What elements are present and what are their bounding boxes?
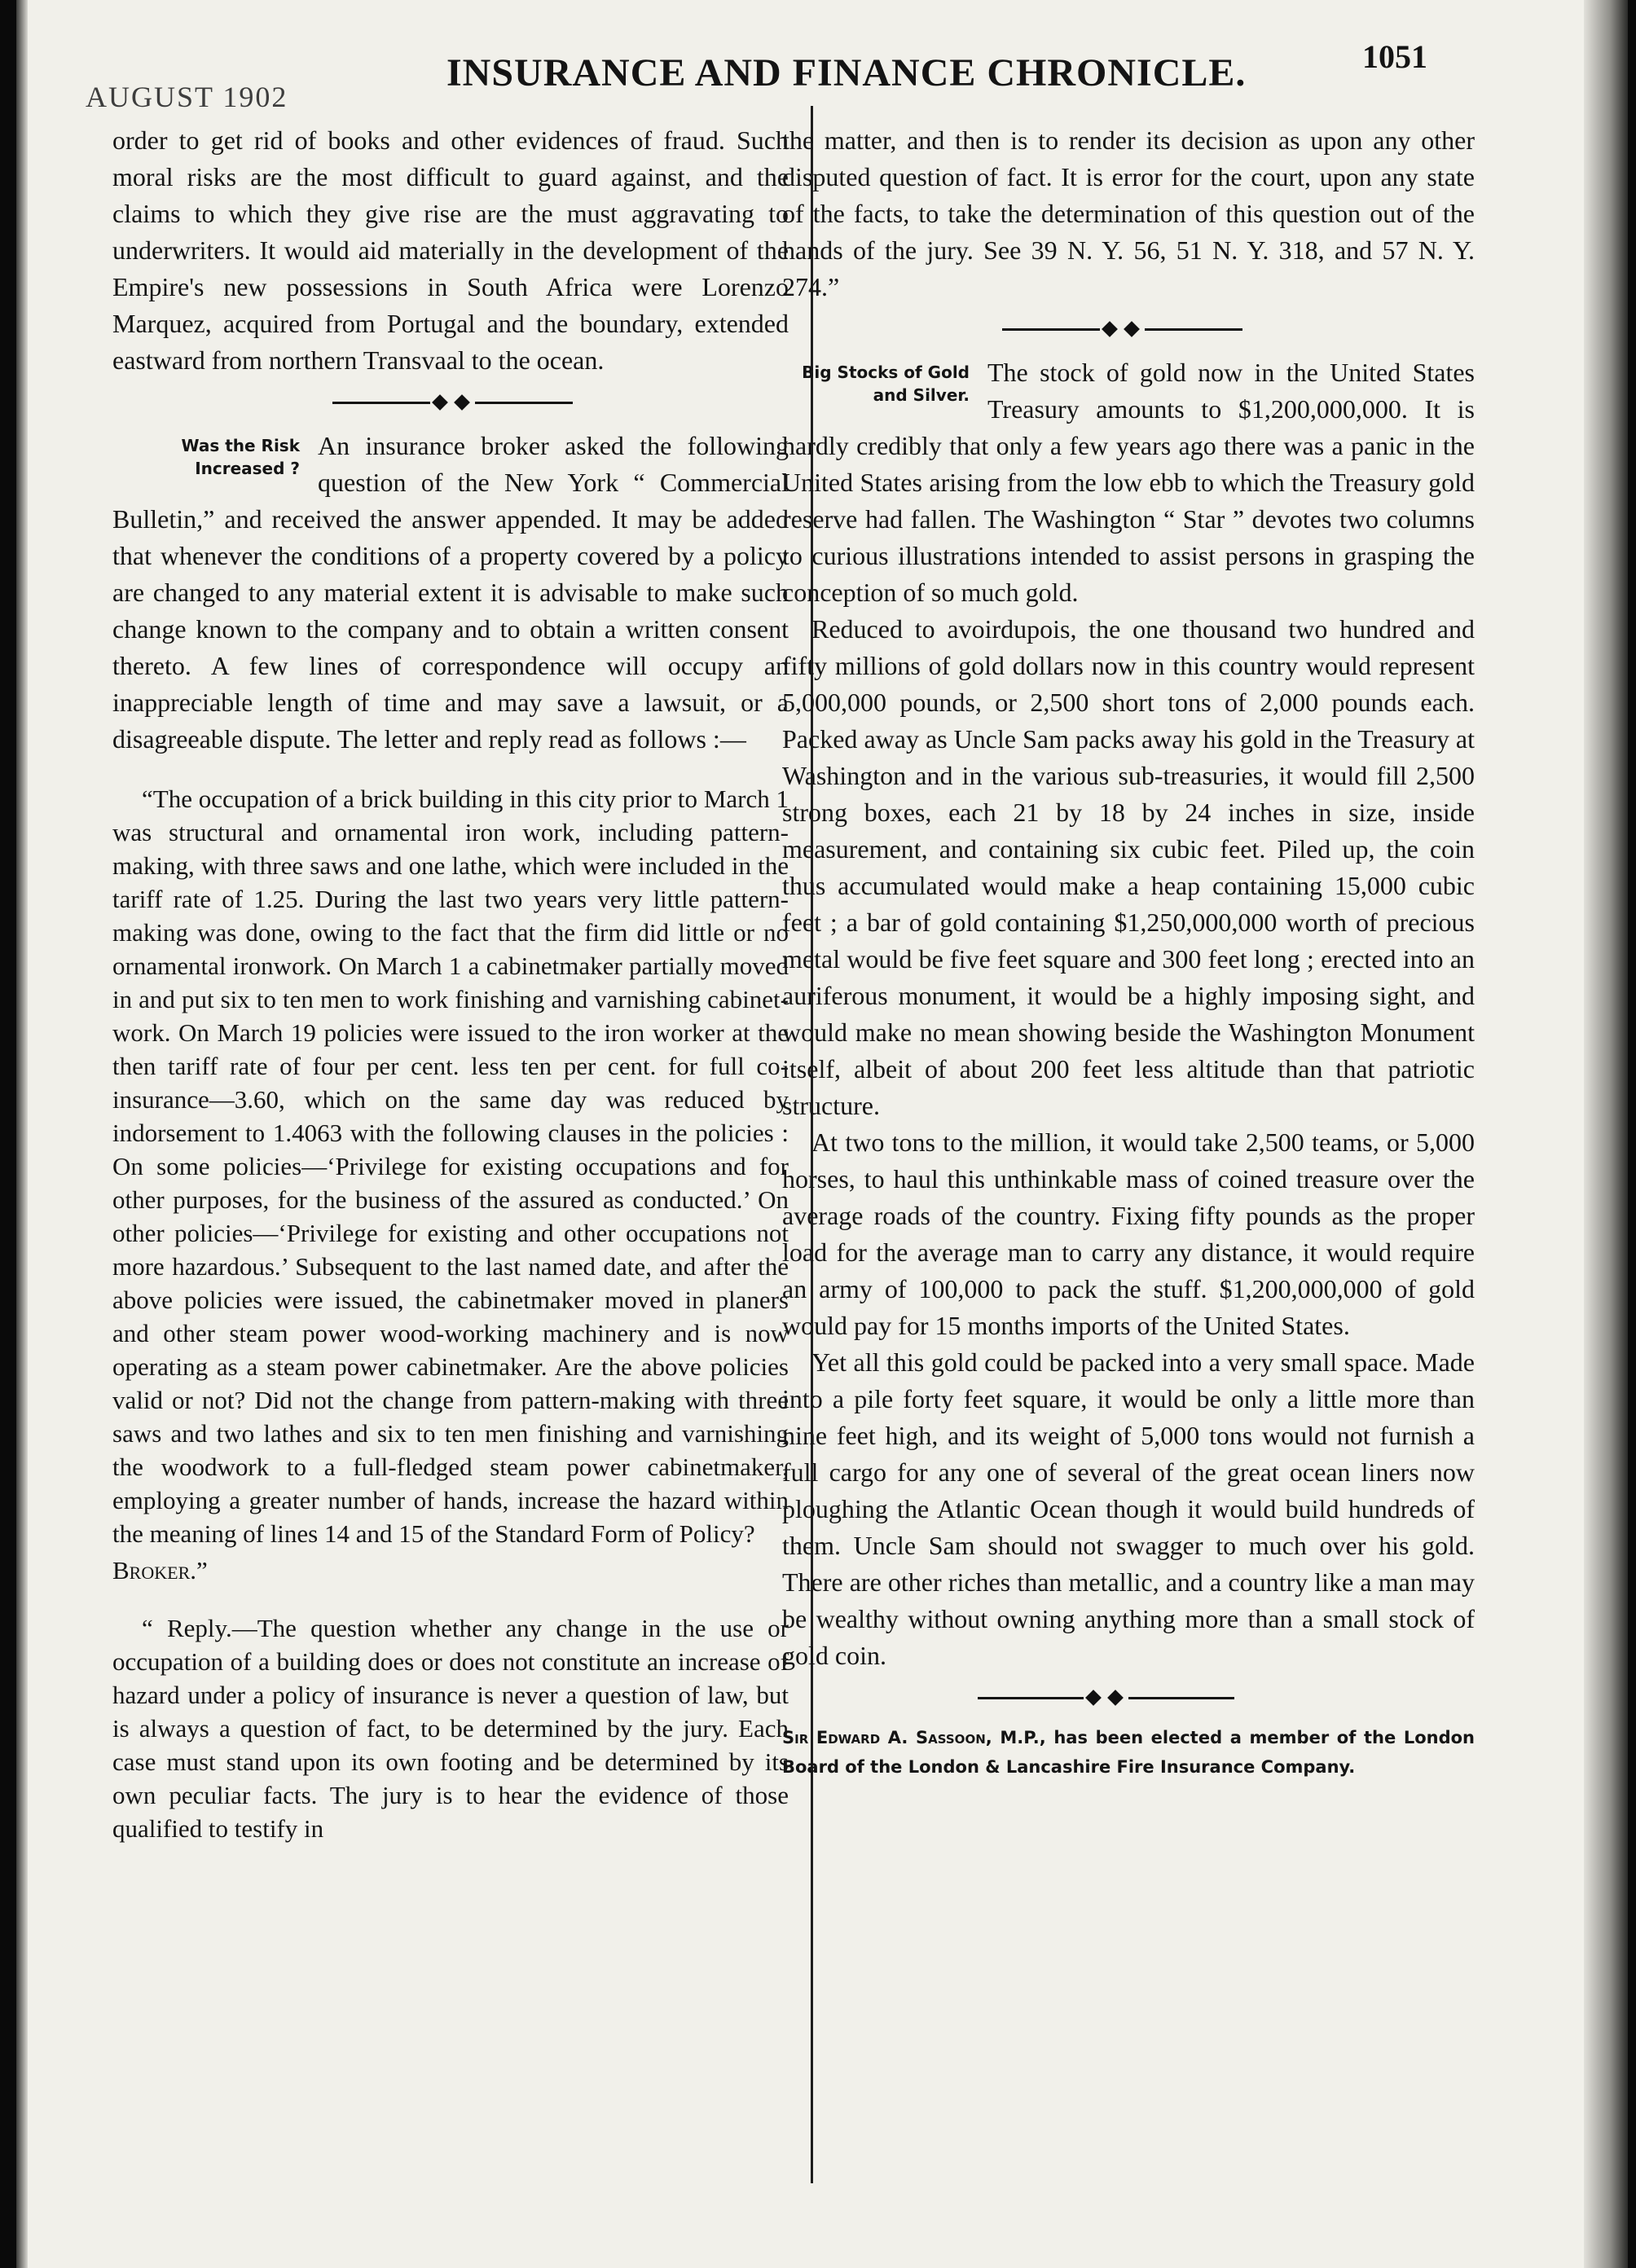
- gold-paragraph: The stock of gold now in the United States Treasury amounts to $1,200,000,000. It is hardly credibly that only a few years ago there was a panic in the United States arising from the low ebb to which the Treasury gold reserve had fallen. The Washington “ Star ” devotes two columns to curious illustrations intended to assist persons in grasping the conception of so much gold.: [782, 358, 1475, 607]
- article-paragraph: An insurance broker asked the following question of the New York “ Commercial Bulletin,” and received the answer appended. It may be added that whenever the conditions of a property covered by a policy are changed to any material extent it is advisable to make such change known to the company and to obtain a written consent thereto. A few lines of correspondence will occupy an inappreciable length of time and may save a lawsuit, or a disagreeable dispute. The letter and reply read as follows :—: [112, 431, 789, 754]
- news-note: [782, 1723, 1475, 1782]
- page-right-edge: [1584, 0, 1628, 2268]
- broker-letter: “The occupation of a brick building in this city prior to March 1 was structural and ornamental iron work, including pattern-making, with three saws and one lathe, which were included in the tariff rate of 1.25. During the last two years very little pattern-making was done, owing to the fact that the firm did little or no ornamental ironwork. On March 1 a cabinetmaker partially moved in and put six to ten men to work finishing and varnishing cabinet-work. On March 19 policies were issued to the iron worker at the then tariff rate of four per cent. less ten per cent. for full co-insurance—3.60, which on the same day was reduced by indorsement to 1.4063 with the following clauses in the policies : On some policies—‘Privilege for existing occupations and for other purposes, for the business of the assured as conducted.’ On other policies—‘Privilege for existing and other occupations not more hazardous.’ Subsequent to the last named date, and after the above policies were issued, the cabinetmaker moved in planers and other steam power wood-working machinery and is now operating as a steam power cabinetmaker. Are the above policies valid or not? Did not the change from pattern-making with three saws and two lathes and six to ten men finishing and varnishing the woodwork to a full-fledged steam power cabinetmaker, employing a greater number of hands, increase the hazard within the meaning of lines 14 and 15 of the Standard Form of Policy?: [112, 785, 789, 1548]
- newspaper-page: [16, 0, 1628, 2268]
- intro-paragraph: order to get rid of books and other evidences of fraud. Such moral risks are the most difficult to guard against, and the claims to which they give rise are the must aggravating to underwriters. It would aid materially in the development of the Empire's new possessions in South Africa were Lorenzo Marquez, acquired from Portugal and the boundary, extended eastward from northern Transvaal to the ocean.: [112, 125, 789, 375]
- gold-paragraph: Yet all this gold could be packed into a very small space. Made into a pile forty feet square, it would be only a little more than nine feet high, and its weight of 5,000 tons would not furnish a full cargo for any one of several of the great ocean liners now ploughing the Atlantic Ocean though it would build hundreds of them. Uncle Sam should not swagger to much over his gold. There are other riches than metallic, and a country like a man may be wealthy without owning anything more than a small stock of gold coin.: [782, 1347, 1475, 1670]
- publication-title: INSURANCE AND FINANCE CHRONICLE.: [446, 51, 1247, 94]
- right-column: [782, 122, 1475, 1782]
- side-heading-risk: Was the Risk Increased ?: [181, 436, 300, 478]
- section-ornament: [782, 1674, 1475, 1723]
- reply-paragraph: “ Reply.—The question whether any change in the use or occupation of a building does or does not constitute an increase of hazard under a policy of insurance is never a question of law, but is always a question of fact, to be determined by the jury. Each case must stand upon its own footing and be determined by its own peculiar facts. The jury is to hear the evidence of those qualified to testify in: [112, 1614, 789, 1843]
- note-text: has been elected a member of the London Board of the London & Lancashire Fire Insurance Company.: [782, 1728, 1475, 1777]
- section-ornament: [782, 305, 1475, 354]
- section-ornament: [112, 379, 789, 428]
- page-number: 1051: [1362, 38, 1427, 75]
- issue-date: AUGUST 1902: [86, 81, 288, 113]
- page-left-edge: [16, 0, 28, 2268]
- gold-paragraph: At two tons to the million, it would take 2,500 teams, or 5,000 horses, to haul this unthinkable mass of coined treasure over the average roads of the country. Fixing fifty pounds as the proper load for the average man to carry any distance, it would require an army of 100,000 to pack the stuff. $1,200,000,000 of gold would pay for 15 months imports of the United States.: [782, 1127, 1475, 1340]
- note-person: Sir Edward A. Sassoon, M.P.,: [782, 1728, 1046, 1747]
- left-column: [112, 122, 789, 1845]
- gold-paragraph: Reduced to avoirdupois, the one thousand two hundred and fifty millions of gold dollars now in this country would represent 5,000,000 pounds, or 2,500 short tons of 2,000 pounds each. Packed away as Uncle Sam packs away his gold in the Treasury at Washington and in the various sub-treasuries, it would fill 2,500 strong boxes, each 21 by 18 by 24 inches in size, inside measurement, and containing six cubic feet. Piled up, the coin thus accumulated would make a heap containing 15,000 cubic feet ; a bar of gold containing $1,250,000,000 worth of precious metal would be five feet square and 300 feet long ; erected into an auriferous monument, it would be a highly imposing sight, and would make no mean showing beside the Washington Monument itself, albeit of about 200 feet less altitude than that patriotic structure.: [782, 614, 1475, 1120]
- reply-continuation: the matter, and then is to render its decision as upon any other disputed question of fact. It is error for the court, upon any state of the facts, to take the determination of this question out of the hands of the jury. See 39 N. Y. 56, 51 N. Y. 318, and 57 N. Y. 274.”: [782, 125, 1475, 301]
- side-heading-gold: Big Stocks of Gold and Silver.: [802, 363, 970, 405]
- letter-signature: Broker.”: [112, 1556, 208, 1585]
